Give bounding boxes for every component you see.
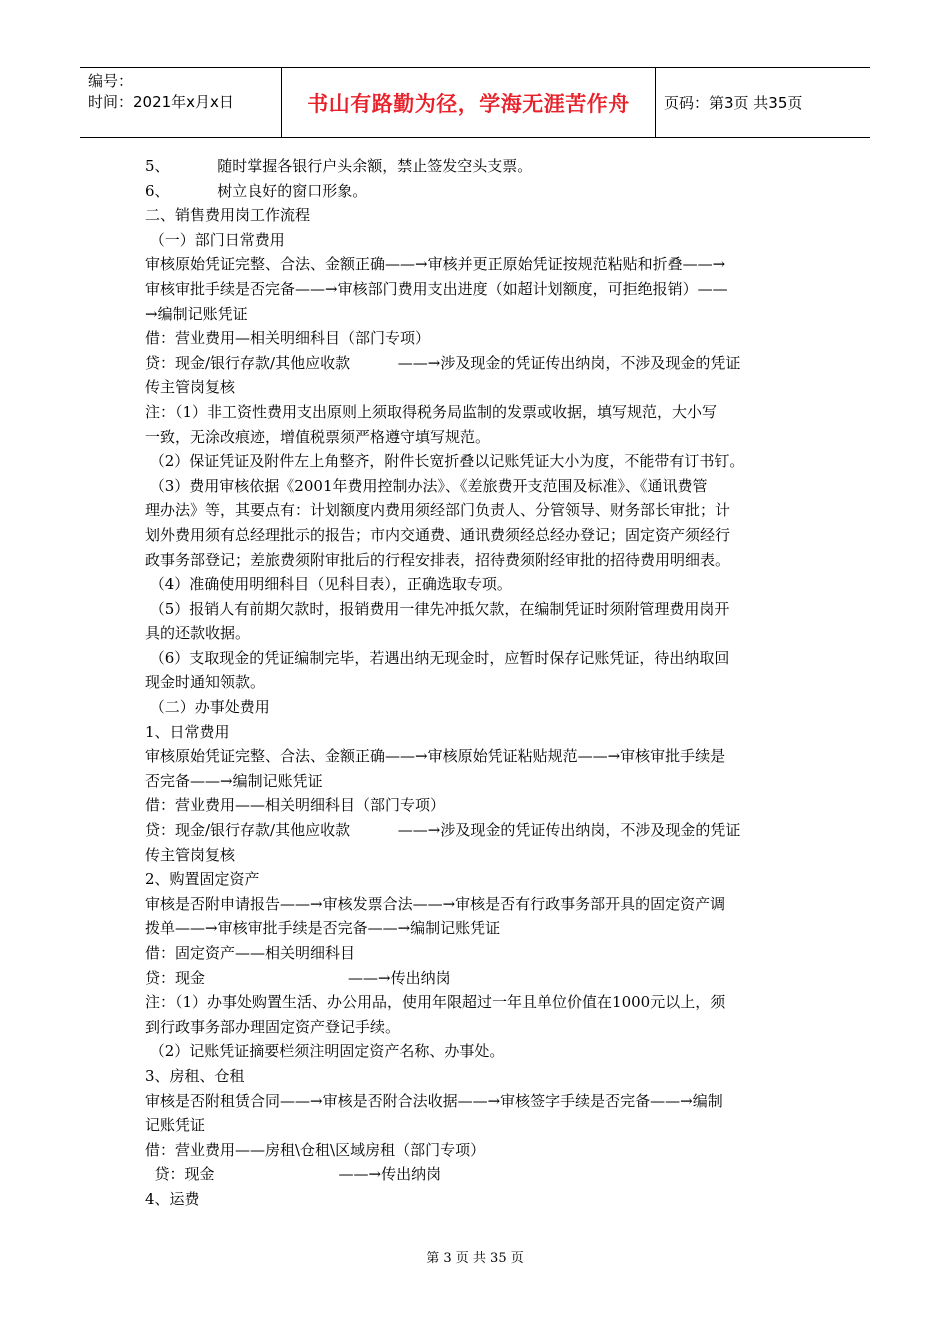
text-line: （2）记账凭证摘要栏须注明固定资产名称、办事处。 <box>145 1042 505 1061</box>
text-line: 注：（1）非工资性费用支出原则上须取得税务局监制的发票或收据，填写规范，大小写 <box>145 402 718 421</box>
page-info: 页码：第3页 共35页 <box>664 94 803 112</box>
text-line: 具的还款收据。 <box>145 624 251 643</box>
text-line: 3、房租、仓租 <box>145 1066 245 1085</box>
text-line: （4）准确使用明细科目（见科目表），正确选取专项。 <box>145 575 512 594</box>
text-line: 到行政事务部办理固定资产登记手续。 <box>145 1017 401 1036</box>
text-line: 5、 随时掌握各银行户头余额，禁止签发空头支票。 <box>145 157 533 175</box>
text-line: 现金时通知领款。 <box>145 673 266 692</box>
text-line: 拨单——→审核审批手续是否完备——→编制记账凭证 <box>145 919 501 938</box>
text-line: （3）费用审核依据《2001年费用控制办法》、《差旅费开支范围及标准》、《通讯费管 <box>145 476 708 495</box>
text-line: 传主管岗复核 <box>145 845 236 864</box>
text-line: 1、日常费用 <box>145 722 230 741</box>
text-line: 借：营业费用—相关明细科目（部门专项） <box>145 329 431 348</box>
text-line: →编制记账凭证 <box>145 304 248 323</box>
text-line: 审核审批手续是否完备——→审核部门费用支出进度（如超计划额度，可拒绝报销）—— <box>145 279 728 298</box>
document-body <box>145 154 805 1212</box>
text-line: 划外费用须有总经理批示的报告；市内交通费、通讯费须经总经办登记；固定资产须经行 <box>145 525 731 544</box>
text-line: 借：营业费用——相关明细科目（部门专项） <box>145 796 446 815</box>
text-line: 注：（1）办事处购置生活、办公用品，使用年限超过一年且单位价值在1000元以上，须 <box>145 993 726 1012</box>
text-line: 政事务部登记；差旅费须附审批后的行程安排表，招待费须附经审批的招待费用明细表。 <box>145 550 731 569</box>
header-motto: 书山有路勤为径，学海无涯苦作舟 <box>307 91 630 116</box>
text-line: 二、销售费用岗工作流程 <box>145 206 311 225</box>
text-line: 审核是否附租赁合同——→审核是否附合法收据——→审核签字手续是否完备——→编制 <box>145 1091 723 1110</box>
text-line: 审核原始凭证完整、合法、金额正确——→审核并更正原始凭证按规范粘贴和折叠——→ <box>145 255 726 274</box>
date-label: 时间：2021年x月x日 <box>88 93 234 111</box>
text-line: （5）报销人有前期欠款时，报销费用一律先冲抵欠款，在编制凭证时须附管理费用岗开 <box>145 599 730 618</box>
header-motto-cell <box>282 68 656 137</box>
text-line: （一）部门日常费用 <box>145 230 285 249</box>
header-page-info-cell <box>656 68 870 137</box>
text-line: 2、购置固定资产 <box>145 870 260 889</box>
text-line: 贷：现金 ——→传出纳岗 <box>145 968 451 987</box>
text-line: 审核原始凭证完整、合法、金额正确——→审核原始凭证粘贴规范——→审核审批手续是 <box>145 747 726 766</box>
text-line: 贷：现金 ——→传出纳岗 <box>145 1165 442 1184</box>
page-footer: 第 3 页 共 35 页 <box>426 1251 524 1266</box>
serial-label: 编号： <box>88 72 134 90</box>
text-line: 传主管岗复核 <box>145 378 236 397</box>
text-line: 理办法》等，其要点有：计划额度内费用须经部门负责人、分管领导、财务部长审批；计 <box>145 501 731 520</box>
text-line: 6、 树立良好的窗口形象。 <box>145 181 368 200</box>
text-line: 审核是否附申请报告——→审核发票合法——→审核是否有行政事务部开具的固定资产调 <box>145 894 726 913</box>
text-line: （二）办事处费用 <box>145 698 270 717</box>
header-meta <box>80 68 282 137</box>
text-line: 贷：现金/银行存款/其他应收款 ——→涉及现金的凭证传出纳岗，不涉及现金的凭证 <box>145 821 741 840</box>
text-line: 记账凭证 <box>145 1116 206 1135</box>
text-line: 借：固定资产——相关明细科目 <box>145 944 356 962</box>
text-line: 4、运费 <box>145 1189 200 1208</box>
page-header <box>80 67 870 138</box>
text-line: 贷：现金/银行存款/其他应收款 ——→涉及现金的凭证传出纳岗，不涉及现金的凭证 <box>145 353 741 372</box>
text-line: 一致，无涂改痕迹，增值税票须严格遵守填写规范。 <box>145 427 491 446</box>
text-line: （2）保证凭证及附件左上角整齐，附件长宽折叠以记账凭证大小为度，不能带有订书钉。 <box>145 452 745 471</box>
text-line: （6）支取现金的凭证编制完毕，若遇出纳无现金时，应暂时保存记账凭证，待出纳取回 <box>145 648 730 667</box>
text-line: 借：营业费用——房租\仓租\区域房租（部门专项） <box>145 1140 486 1159</box>
text-line: 否完备——→编制记账凭证 <box>145 771 323 790</box>
